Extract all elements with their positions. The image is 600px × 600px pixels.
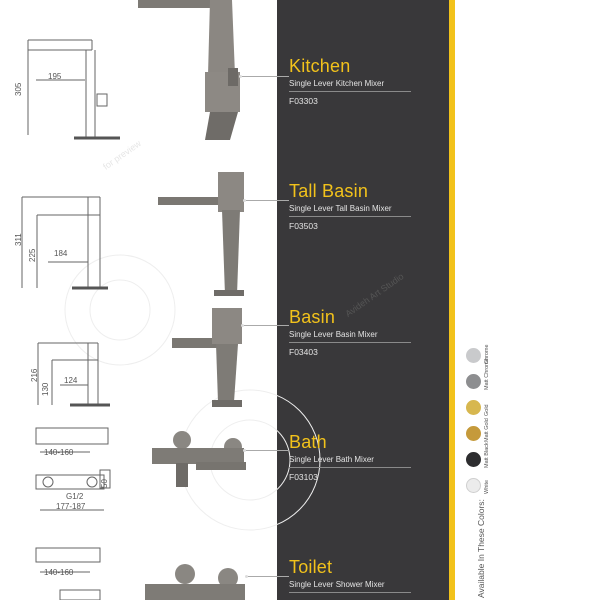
- tall-basin-leader-dot: [243, 199, 246, 202]
- bath-mixer-image: [152, 431, 246, 487]
- product-title: Tall Basin: [289, 181, 369, 201]
- product-description: Single Lever Tall Basin Mixer: [289, 204, 392, 213]
- toilet-leader-line: [246, 576, 289, 577]
- bath-depth-dim: 50: [100, 479, 109, 488]
- product-basin: [289, 307, 449, 357]
- basin-height-dim: 216: [30, 368, 39, 382]
- swatch-label: Matt Gold: [484, 418, 490, 442]
- tall-height-dim: 311: [14, 233, 23, 246]
- product-description: Single Lever Bath Mixer: [289, 455, 374, 464]
- swatch-label: Gold: [484, 404, 490, 416]
- product-description: Single Lever Shower Mixer: [289, 580, 385, 589]
- basin-spout-height-dim: 130: [41, 382, 50, 396]
- kitchen-reach-dim: 195: [48, 72, 62, 81]
- product-title: Kitchen: [289, 56, 351, 76]
- chrome-swatch: [466, 348, 481, 363]
- divider: [289, 91, 411, 92]
- basin-leader-line: [242, 325, 289, 326]
- toilet-span-dim: 140-160: [44, 568, 74, 577]
- bath-length-dim: 177-187: [56, 502, 86, 511]
- kitchen-drawing: [28, 40, 120, 138]
- bath-leader-dot: [243, 449, 246, 452]
- basin-reach-dim: 124: [64, 376, 78, 385]
- product-tall-basin: [289, 181, 449, 231]
- product-description: Single Lever Basin Mixer: [289, 330, 378, 339]
- swatch-chrome: [466, 344, 526, 368]
- available-colors-heading: Available In These Colors:: [476, 499, 486, 598]
- swatch-white: [466, 474, 526, 498]
- swatch-label: Chrome: [484, 344, 490, 364]
- swatch-matt-chrome: [466, 358, 526, 394]
- swatch-matt-black: [466, 442, 526, 472]
- divider: [289, 467, 411, 468]
- swatch-label: White: [484, 479, 490, 494]
- product-description: Single Lever Kitchen Mixer: [289, 79, 385, 88]
- divider: [289, 216, 411, 217]
- swatch-gold: [466, 396, 526, 420]
- matt-gold-swatch: [466, 426, 481, 441]
- tall-basin-drawing: [22, 197, 108, 288]
- kitchen-leader-line: [240, 76, 289, 77]
- kitchen-height-dim: 305: [14, 82, 23, 96]
- white-swatch: [466, 478, 481, 493]
- product-title: Bath: [289, 432, 327, 452]
- product-kitchen: [289, 56, 449, 106]
- swatch-label: Matt Chrome: [484, 358, 490, 390]
- watermark-text: for preview: [101, 138, 143, 172]
- product-title: Basin: [289, 307, 336, 327]
- tall-basin-faucet-image: [158, 172, 244, 296]
- bath-thread-dim: G1/2: [66, 492, 84, 501]
- bath-span-dim: 140-160: [44, 448, 74, 457]
- divider: [289, 592, 411, 593]
- product-toilet: [289, 557, 449, 597]
- bath-leader-line: [244, 450, 289, 451]
- toilet-mixer-image: [145, 564, 245, 600]
- basin-faucet-image: [172, 308, 242, 407]
- swatch-matt-gold: [466, 418, 526, 446]
- tall-basin-leader-line: [244, 200, 289, 201]
- tall-spout-height-dim: 225: [28, 248, 37, 262]
- product-code: F03403: [289, 347, 318, 357]
- gold-swatch: [466, 400, 481, 415]
- tall-reach-dim: 184: [54, 249, 68, 258]
- basin-leader-dot: [241, 324, 244, 327]
- swatch-label: Matt Black: [484, 442, 490, 468]
- kitchen-leader-dot: [239, 75, 242, 78]
- watermark-text: Avideh Art Studio: [343, 271, 406, 319]
- product-bath: [289, 432, 449, 482]
- product-code: F03503: [289, 221, 318, 231]
- kitchen-faucet-image: [138, 0, 240, 140]
- matt-chrome-swatch: [466, 374, 481, 389]
- matt-black-swatch: [466, 452, 481, 467]
- toilet-leader-dot: [245, 575, 248, 578]
- product-code: F03303: [289, 96, 318, 106]
- product-code: F03103: [289, 472, 318, 482]
- divider: [289, 342, 411, 343]
- product-title: Toilet: [289, 557, 333, 577]
